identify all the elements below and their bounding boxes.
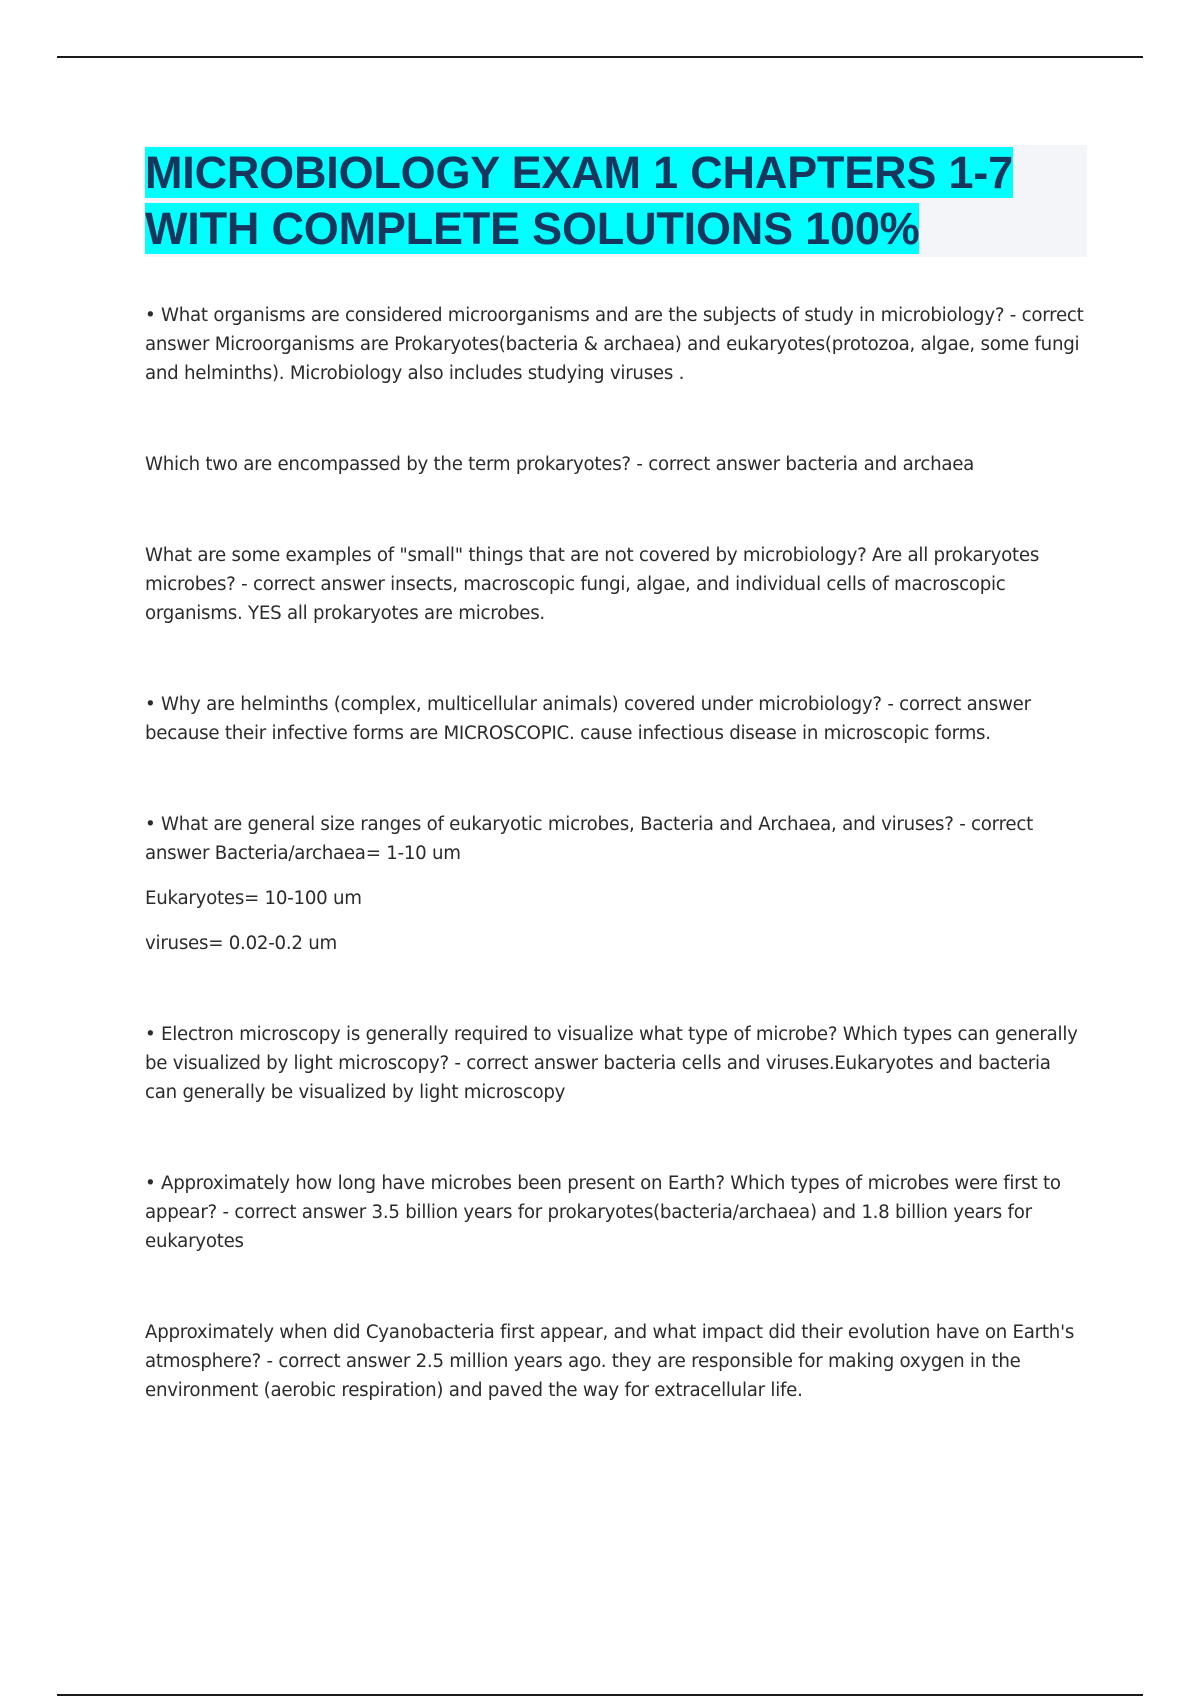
qa-item: Eukaryotes= 10-100 um [145, 888, 362, 909]
top-rule [57, 56, 1143, 58]
qa-item: Which two are encompassed by the term prokaryotes? - correct answer bacteria and archaea [145, 454, 975, 475]
qa-item: • What organisms are considered microorganisms and are the subjects of study in microbiology? - correct answer Microorganisms are Prokaryotes(bacteria & archaea) and eukaryotes(protozoa, algae, some fungi and helminths). Microbiology also includes studying viruses . [145, 305, 1084, 384]
qa-item: viruses= 0.02-0.2 um [145, 933, 337, 954]
bottom-rule [57, 1694, 1143, 1696]
document-body [145, 145, 1085, 1405]
qa-item: What are some examples of "small" things that are not covered by microbiology? Are all prokaryotes microbes? - correct answer insects, macroscopic fungi, algae, and individual cells of macroscopic organisms. YES all prokaryotes are microbes. [145, 545, 1040, 624]
qa-item: • Why are helminths (complex, multicellular animals) covered under microbiology? - correct answer because their infective forms are MICROSCOPIC. cause infectious disease in microscopic forms. [145, 694, 1031, 744]
qa-item: Approximately when did Cyanobacteria first appear, and what impact did their evolution have on Earth's atmosphere? - correct answer 2.5 million years ago. they are responsible for making oxygen in the environment (aerobic respiration) and paved the way for extracellular life. [145, 1322, 1075, 1401]
title-block [145, 145, 1085, 257]
document-title: MICROBIOLOGY EXAM 1 CHAPTERS 1-7 WITH COMPLETE SOLUTIONS 100% [145, 147, 1013, 254]
qa-item: • What are general size ranges of eukaryotic microbes, Bacteria and Archaea, and viruses? - correct answer Bacteria/archaea= 1-10 um [145, 814, 1033, 864]
qa-item: • Approximately how long have microbes been present on Earth? Which types of microbes were first to appear? - correct answer 3.5 billion years for prokaryotes(bacteria/archaea) and 1.8 billion years for eukaryotes [145, 1173, 1061, 1252]
qa-item: • Electron microscopy is generally required to visualize what type of microbe? Which types can generally be visualized by light microscopy? - correct answer bacteria cells and viruses.Eukaryotes and bacteria can generally be visualized by light microscopy [145, 1024, 1078, 1103]
